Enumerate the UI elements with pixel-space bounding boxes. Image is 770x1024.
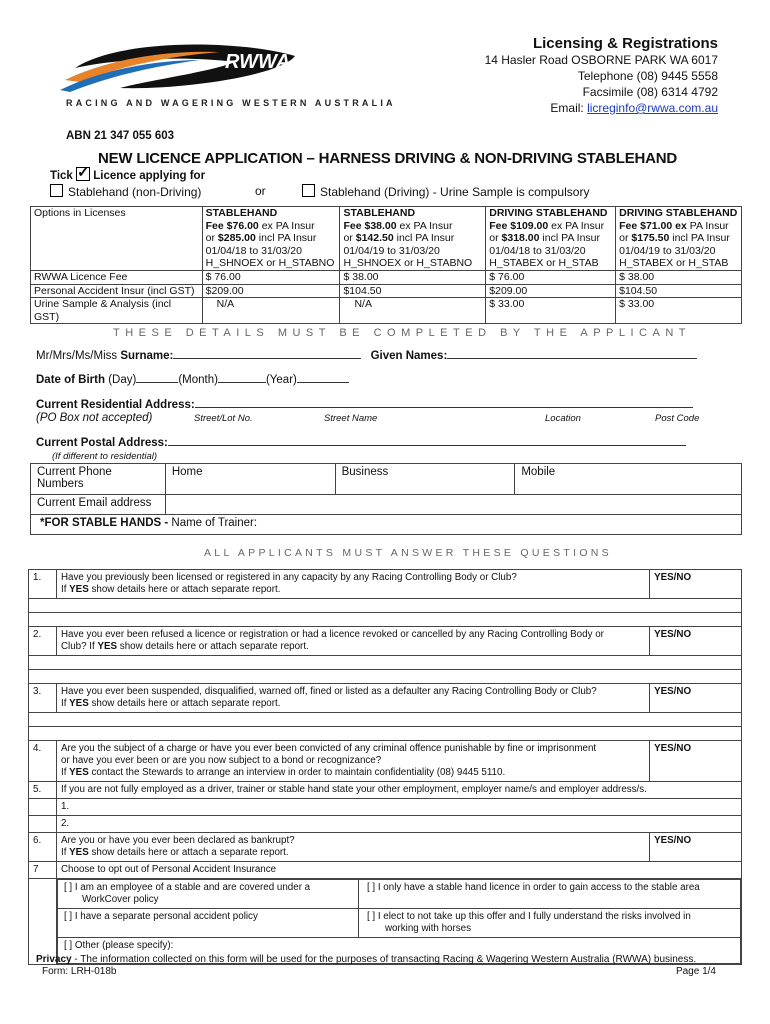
q5-number: 5.	[29, 782, 57, 799]
or-amount: $175.50	[631, 232, 670, 245]
or-suffix: incl PA Insur	[669, 232, 730, 245]
rwwa-logo	[60, 38, 300, 100]
col-head: STABLEHAND	[343, 207, 416, 219]
codes: H_STABEX or H_STAB	[619, 257, 729, 270]
or-suffix: incl PA Insur	[255, 232, 317, 245]
opt-employee-line1: [ ] I am an employee of a stable and are covered under a	[63, 882, 311, 893]
options-label: Options in Licenses	[34, 207, 126, 219]
opt-decline[interactable]	[358, 909, 740, 938]
fee-table-row-urine	[31, 298, 742, 324]
q7-options-row	[29, 879, 742, 965]
q1-answer-1[interactable]	[29, 599, 742, 613]
fee-line	[343, 220, 482, 233]
check-icon: ✓	[77, 164, 90, 181]
row-label-pa: Personal Accident Insur (incl GST)	[31, 284, 203, 298]
dates: 01/04/18 to 31/03/20	[489, 244, 586, 257]
fee-col-1	[202, 207, 340, 271]
driving-checkbox[interactable]	[302, 184, 315, 197]
opt-decline-line1: [ ] I elect to not take up this offer and I fully understand the risks involved in	[366, 911, 691, 922]
q6-line2	[61, 847, 645, 859]
street-name-label: Street Name	[324, 413, 378, 424]
dates: 01/04/19 to 31/03/20	[619, 244, 716, 257]
or-amount: $318.00	[501, 232, 540, 245]
fee-suffix: ex PA Insur	[258, 219, 315, 232]
org-facsimile: Facsimile (08) 6314 4792	[582, 85, 718, 99]
cell-urine: $ 33.00	[486, 298, 616, 324]
q3-answer-2[interactable]	[29, 727, 742, 741]
or-line: or $175.50 incl PA Insur	[619, 232, 730, 245]
fee-line	[206, 220, 337, 233]
row-label-licence-fee: RWWA Licence Fee	[31, 270, 203, 284]
fee-suffix: ex PA Insur	[396, 219, 453, 232]
q4-line1: Are you the subject of a charge or have you ever been convicted of any criminal offence punishable by fine or imprisonment	[60, 743, 597, 754]
q2-rest: show details here or attach separate report.	[117, 641, 309, 652]
q2-yes-no[interactable]: YES/NO	[650, 627, 742, 656]
tick-checkbox[interactable]	[76, 164, 90, 181]
q4-yes: YES	[69, 767, 89, 778]
email-address-label: Current Email address	[31, 495, 166, 515]
q6-if: If	[60, 847, 70, 858]
fee-table-row-pa	[31, 284, 742, 298]
option-non-driving[interactable]	[50, 184, 201, 199]
option-driving[interactable]	[302, 184, 589, 199]
q6-number: 6.	[29, 833, 57, 862]
street-lot-label: Street/Lot No.	[194, 413, 253, 424]
q3-number: 3.	[29, 684, 57, 713]
q1-text	[56, 570, 649, 599]
q3-line2	[61, 698, 645, 710]
dob-row	[36, 374, 349, 386]
fee-col-3	[486, 207, 616, 271]
fee-line	[619, 220, 738, 233]
email-address-field[interactable]	[165, 495, 741, 515]
opt-separate-policy-label: [ ] I have a separate personal accident policy	[63, 911, 258, 922]
q3-yes: YES	[69, 698, 89, 709]
logo-wordmark: RWWA	[225, 51, 291, 73]
row-label-urine: Urine Sample & Analysis (incl GST)	[31, 298, 203, 324]
q2-row	[29, 627, 742, 656]
privacy-label: Privacy	[36, 954, 72, 965]
q4-rest: contact the Stewards to arrange an interview in order to maintain confidentiality (08) 9445 5110.	[88, 767, 506, 778]
fee-amount: Fee $71.00 ex	[619, 219, 687, 232]
q5-item-1[interactable]	[29, 799, 742, 816]
q5-item-1-label: 1.	[56, 799, 741, 816]
fee-line	[489, 220, 612, 233]
mobile-phone-field[interactable]	[515, 464, 742, 495]
q6-row	[29, 833, 742, 862]
q7-options-grid	[57, 879, 741, 964]
opt-employee-line2: WorkCover policy	[81, 894, 159, 905]
q2-text	[56, 627, 649, 656]
q3-rest: show details here or attach separate report.	[88, 698, 281, 709]
cell-urine: N/A	[202, 298, 340, 324]
q6-yes: YES	[69, 847, 89, 858]
po-box-note: (PO Box not accepted)	[36, 412, 153, 424]
q5-row	[29, 782, 742, 799]
q4-yes-no[interactable]: YES/NO	[650, 741, 742, 782]
or-amount: $142.50	[355, 232, 394, 245]
dept-title: Licensing & Registrations	[532, 35, 718, 52]
given-names-field[interactable]	[447, 358, 697, 359]
q1-yes-no[interactable]: YES/NO	[650, 570, 742, 599]
cell-licence-fee: $ 76.00	[486, 270, 616, 284]
q5-item-2[interactable]	[29, 816, 742, 833]
q4-text	[56, 741, 649, 782]
col-head: DRIVING STABLEHAND	[619, 207, 738, 219]
codes: H_SHNOEX or H_STABNO	[205, 257, 335, 270]
or-line: or $285.00 incl PA Insur	[205, 232, 317, 245]
postal-note: (If different to residential)	[52, 451, 158, 462]
cell-pa: $209.00	[486, 284, 616, 298]
row-label-options	[31, 207, 203, 271]
fee-table-row-options	[31, 207, 742, 271]
or-line: or $318.00 incl PA Insur	[489, 232, 600, 245]
fee-table	[30, 206, 742, 324]
dob-label: Date of Birth	[36, 374, 105, 386]
q5-item-2-label: 2.	[56, 816, 741, 833]
opt-stable-access[interactable]	[358, 880, 740, 909]
cell-licence-fee: $ 38.00	[616, 270, 742, 284]
dob-day-label: (Day)	[108, 374, 137, 386]
q2-answer-1[interactable]	[29, 656, 742, 670]
email-row	[31, 495, 742, 515]
fee-amount: Fee $109.00	[489, 219, 549, 232]
licence-applying-label: Licence applying for	[93, 170, 206, 182]
fee-amount: Fee $38.00	[343, 219, 397, 232]
fee-col-2	[340, 207, 486, 271]
or-suffix: incl PA Insur	[393, 232, 455, 245]
privacy-text: - The information collected on this form will be used for the purposes of transacting Racing & Wagering Western Australia (RWWA) business.	[71, 954, 697, 965]
q1-yes: YES	[69, 584, 89, 595]
trainer-row	[31, 515, 742, 535]
phone-row	[31, 464, 742, 495]
postal-field[interactable]	[168, 445, 686, 446]
postal-row	[36, 437, 686, 449]
trainer-label: Name of Trainer:	[171, 517, 258, 529]
cell-licence-fee: $ 76.00	[202, 270, 340, 284]
business-label: Business	[341, 466, 389, 478]
org-address: 14 Hasler Road OSBORNE PARK WA 6017	[484, 53, 718, 67]
driving-label: Stablehand (Driving) - Urine Sample is compulsory	[320, 185, 590, 199]
or-line: or $142.50 incl PA Insur	[343, 232, 455, 245]
email-label: Email:	[550, 101, 588, 115]
col-head: DRIVING STABLEHAND	[489, 207, 608, 219]
privacy-note	[36, 954, 696, 965]
res-address-label: Current Residential Address:	[36, 399, 195, 411]
surname-label: Surname:	[120, 350, 174, 362]
q1-if: If	[60, 584, 70, 595]
trainer-field[interactable]	[31, 515, 742, 535]
abn: ABN 21 347 055 603	[66, 130, 175, 142]
dob-month-label: (Month)	[178, 374, 218, 386]
cell-licence-fee: $ 38.00	[340, 270, 486, 284]
fee-table-row-licence-fee	[31, 270, 742, 284]
non-driving-checkbox[interactable]	[50, 184, 63, 197]
form-title: NEW LICENCE APPLICATION – HARNESS DRIVING & NON-DRIVING STABLEHAND	[98, 150, 678, 167]
codes: H_SHNOEX or H_STABNO	[343, 257, 473, 270]
q6-rest: show details here or attach a separate report.	[88, 847, 289, 858]
q3-if: If	[60, 698, 70, 709]
home-phone-field[interactable]	[165, 464, 335, 495]
opt-other-label: [ ] Other (please specify):	[63, 940, 174, 951]
cell-urine: N/A	[340, 298, 486, 324]
col-head: STABLEHAND	[205, 207, 278, 219]
cell-pa: $104.50	[340, 284, 486, 298]
tick-label: Tick	[50, 170, 73, 182]
dates: 01/04/18 to 31/03/20	[205, 244, 302, 257]
given-names-label: Given Names:	[370, 350, 448, 362]
dob-year-label: (Year)	[265, 374, 297, 386]
fee-col-4	[616, 207, 742, 271]
or-text: or	[255, 184, 266, 198]
org-contact-block	[485, 36, 718, 116]
dob-year-field[interactable]	[297, 382, 349, 383]
q4-if: If	[60, 767, 70, 778]
q4-line2: or have you ever been or are you now subject to a bond or recognizance?	[60, 755, 382, 766]
q2-line2	[61, 641, 645, 653]
q1-answer-2[interactable]	[29, 613, 742, 627]
q5-text: If you are not fully employed as a driver, trainer or stable hand state your other employment, employer name/s and employer address/s.	[56, 782, 741, 799]
q1-line2	[61, 584, 645, 596]
fee-amount: Fee $76.00	[205, 219, 259, 232]
res-address-field[interactable]	[195, 407, 693, 408]
q3-text	[56, 684, 649, 713]
q1-rest: show details here or attach separate report.	[88, 584, 281, 595]
phone-label: Current Phone Numbers	[31, 464, 166, 495]
q2-line1: Have you ever been refused a licence or registration or had a licence revoked or cancelled by any Racing Controlling Body or	[60, 629, 604, 640]
dob-month-field[interactable]	[218, 382, 266, 383]
dob-day-field[interactable]	[136, 382, 178, 383]
fee-suffix: PA Insur	[686, 219, 729, 232]
q1-line1: Have you previously been licensed or registered in any capacity by any Racing Controlling Body or Club?	[60, 572, 517, 583]
stable-hands-label: *FOR STABLE HANDS -	[40, 517, 172, 529]
q1-number: 1.	[29, 570, 57, 599]
or-amount: $285.00	[217, 232, 256, 245]
q6-text	[56, 833, 649, 862]
home-label: Home	[171, 466, 203, 478]
location-label: Location	[545, 413, 581, 424]
opt-decline-line2: working with horses	[384, 923, 471, 934]
q2-yes: YES	[97, 641, 118, 652]
questions-table	[28, 569, 742, 965]
q7-options	[56, 879, 741, 965]
opt-stable-access-label: [ ] I only have a stable hand licence in order to gain access to the stable area	[366, 882, 700, 893]
cell-urine: $ 33.00	[616, 298, 742, 324]
questions-section-title: ALL APPLICANTS MUST ANSWER THESE QUESTIONS	[204, 547, 612, 559]
or-suffix: incl PA Insur	[539, 232, 600, 245]
q4-row	[29, 741, 742, 782]
q3-line1: Have you ever been suspended, disqualified, warned off, fined or listed as a defaulter any Racing Controlling Body or Club?	[60, 686, 597, 697]
q7-number: 7	[29, 862, 57, 879]
dates: 01/04/19 to 31/03/20	[343, 244, 440, 257]
q2-if: Club? If	[60, 641, 98, 652]
opt-employee[interactable]	[57, 880, 358, 909]
q3-row	[29, 684, 742, 713]
org-email-line	[485, 100, 718, 116]
post-code-label: Post Code	[655, 413, 700, 424]
fee-suffix: ex PA Insur	[548, 219, 605, 232]
q7-text: Choose to opt out of Personal Accident Insurance	[56, 862, 741, 879]
surname-row	[36, 350, 697, 362]
org-telephone: Telephone (08) 9445 5558	[577, 69, 718, 83]
business-phone-field[interactable]	[335, 464, 515, 495]
org-tagline: RACING AND WAGERING WESTERN AUSTRALIA	[66, 98, 396, 108]
q6-yes-no[interactable]: YES/NO	[650, 833, 742, 862]
cell-pa: $104.50	[616, 284, 742, 298]
q3-yes-no[interactable]: YES/NO	[650, 684, 742, 713]
surname-field[interactable]	[173, 358, 361, 359]
q7-row	[29, 862, 742, 879]
form-id: Form: LRH-018b	[42, 966, 117, 977]
q6-line1: Are you or have you ever been declared as bankrupt?	[60, 835, 295, 846]
res-address-row	[36, 399, 693, 411]
tick-row	[50, 164, 206, 182]
q1-row	[29, 570, 742, 599]
page-number: Page 1/4	[675, 966, 716, 977]
q2-answer-2[interactable]	[29, 670, 742, 684]
codes: H_STABEX or H_STAB	[489, 257, 599, 270]
cell-pa: $209.00	[202, 284, 340, 298]
postal-label: Current Postal Address:	[36, 437, 168, 449]
contact-table	[30, 463, 742, 535]
mobile-label: Mobile	[521, 466, 556, 478]
q4-line3	[61, 767, 645, 779]
email-link[interactable]: licreginfo@rwwa.com.au	[587, 101, 718, 115]
title-prefix: Mr/Mrs/Ms/Miss	[36, 350, 121, 362]
q2-number: 2.	[29, 627, 57, 656]
applicant-section-title: THESE DETAILS MUST BE COMPLETED BY THE APPLICANT	[113, 327, 691, 339]
non-driving-label: Stablehand (non-Driving)	[68, 185, 202, 199]
q4-number: 4.	[29, 741, 57, 782]
opt-separate-policy[interactable]	[57, 909, 358, 938]
q3-answer-1[interactable]	[29, 713, 742, 727]
